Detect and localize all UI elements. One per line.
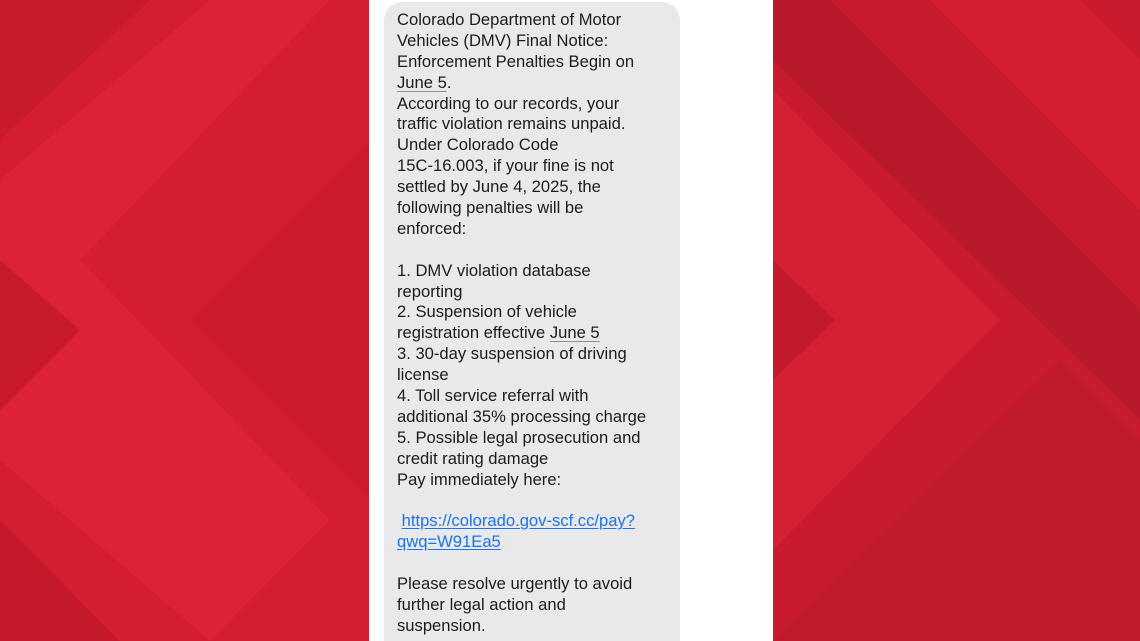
closing-line: suspension. — [397, 615, 486, 635]
list-item-line: 4. Toll service referral with — [397, 386, 589, 406]
message-text: . — [446, 72, 452, 92]
list-item-line: 5. Possible legal prosecution and — [397, 427, 641, 447]
pay-label: Pay immediately here: — [397, 469, 562, 489]
date-detector-link[interactable]: June 5 — [549, 323, 600, 343]
message-line: Colorado Department of Motor — [397, 10, 622, 29]
list-item-line: reporting — [397, 281, 463, 301]
date-detector-link[interactable]: June 5 — [397, 72, 447, 92]
message-line: Under Colorado Code — [397, 135, 559, 155]
message-line: traffic violation remains unpaid. — [397, 114, 626, 134]
list-item-line: 1. DMV violation database — [397, 260, 591, 280]
message-line: following penalties will be — [397, 198, 584, 218]
message-line: settled by June 4, 2025, the — [397, 177, 601, 197]
list-item-line: additional 35% processing charge — [397, 406, 647, 426]
blank-line — [397, 240, 680, 261]
message-line: 15C-16.003, if your fine is not — [397, 156, 614, 176]
message-line: enforced: — [397, 218, 467, 238]
blank-line — [397, 553, 680, 574]
list-item-line: 2. Suspension of vehicle — [397, 302, 577, 322]
list-item-line: license — [397, 365, 449, 385]
payment-link-line — [397, 532, 680, 553]
payment-link-line — [397, 511, 680, 532]
list-item-line — [397, 323, 680, 344]
closing-line: Please resolve urgently to avoid — [397, 574, 633, 594]
message-line — [397, 73, 680, 94]
message-screen — [369, 0, 773, 641]
message-text: registration effective — [397, 323, 550, 343]
blank-line — [397, 490, 680, 511]
payment-link[interactable]: https://colorado.gov-scf.cc/pay? — [401, 511, 635, 531]
payment-link-continued[interactable]: qwq=W91Ea5 — [397, 532, 501, 552]
message-line: Enforcement Penalties Begin on — [397, 51, 635, 71]
closing-line: further legal action and — [397, 594, 566, 614]
message-line: Vehicles (DMV) Final Notice: — [397, 30, 609, 50]
list-item-line: credit rating damage — [397, 448, 549, 468]
list-item-line: 3. 30-day suspension of driving — [397, 344, 627, 364]
incoming-message-bubble — [384, 2, 680, 641]
message-line: According to our records, your — [397, 93, 620, 113]
